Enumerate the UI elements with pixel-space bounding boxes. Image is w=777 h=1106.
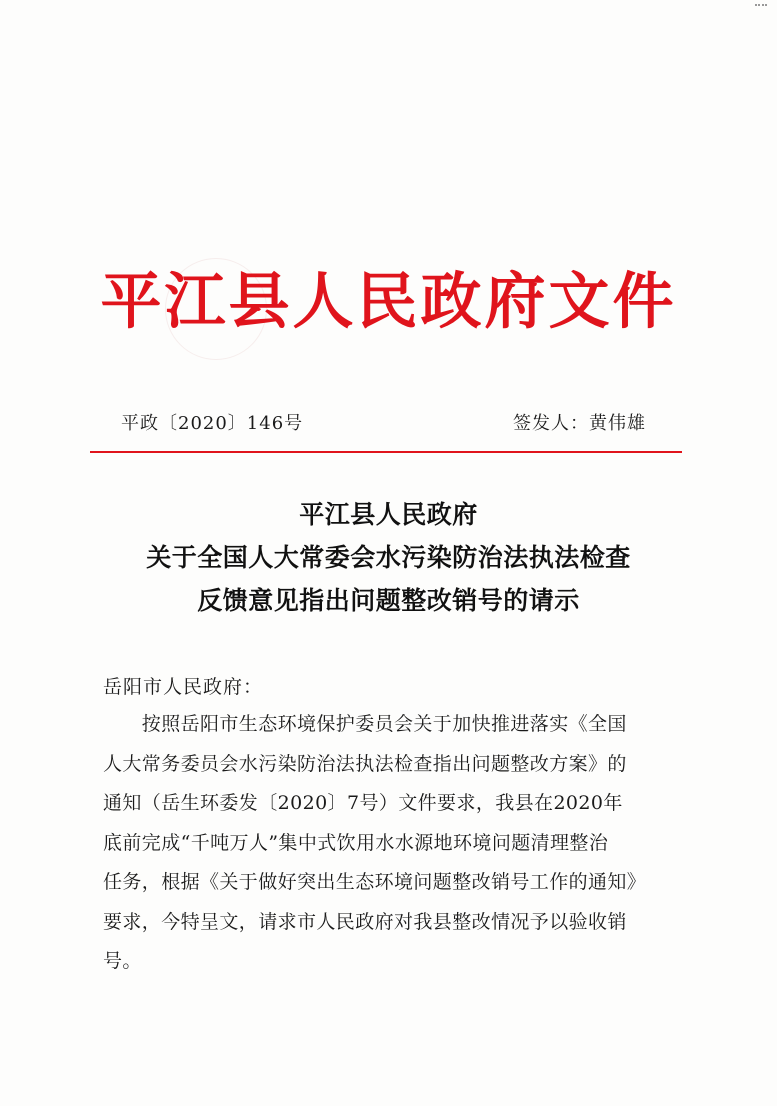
title-line: 关于全国人大常委会水污染防治法执法检查 [146,543,631,572]
document-title [0,493,777,622]
body-line: 通知（岳生环委发〔2020〕7号）文件要求，我县在2020年 [103,792,623,814]
title-line: 平江县人民政府 [299,500,478,529]
body-line: 要求，今特呈文，请求市人民政府对我县整改情况予以验收销 [103,910,627,933]
document-header-title: 平江县人民政府文件 [100,266,677,337]
body-line: 号。 [103,950,142,972]
body-line: 人大常务委员会水污染防治法执法检查指出问题整改方案》的 [103,752,627,775]
red-divider-line [90,451,682,453]
body-line: 按照岳阳市生态环境保护委员会关于加快推进落实《全国 [103,713,627,735]
body-line: 任务，根据《关于做好突出生态环境问题整改销号工作的通知》 [103,871,647,893]
body-paragraph [103,705,683,982]
salutation: 岳阳市人民政府： [103,676,264,698]
body-line: 底前完成“千吨万人”集中式饮用水水源地环境问题清理整治 [103,831,609,854]
corner-mark [755,4,767,14]
document-number: 平政〔2020〕146号 [121,413,304,434]
signer-label: 签发人：黄伟雄 [513,413,646,434]
title-line: 反馈意见指出问题整改销号的请示 [197,586,580,615]
